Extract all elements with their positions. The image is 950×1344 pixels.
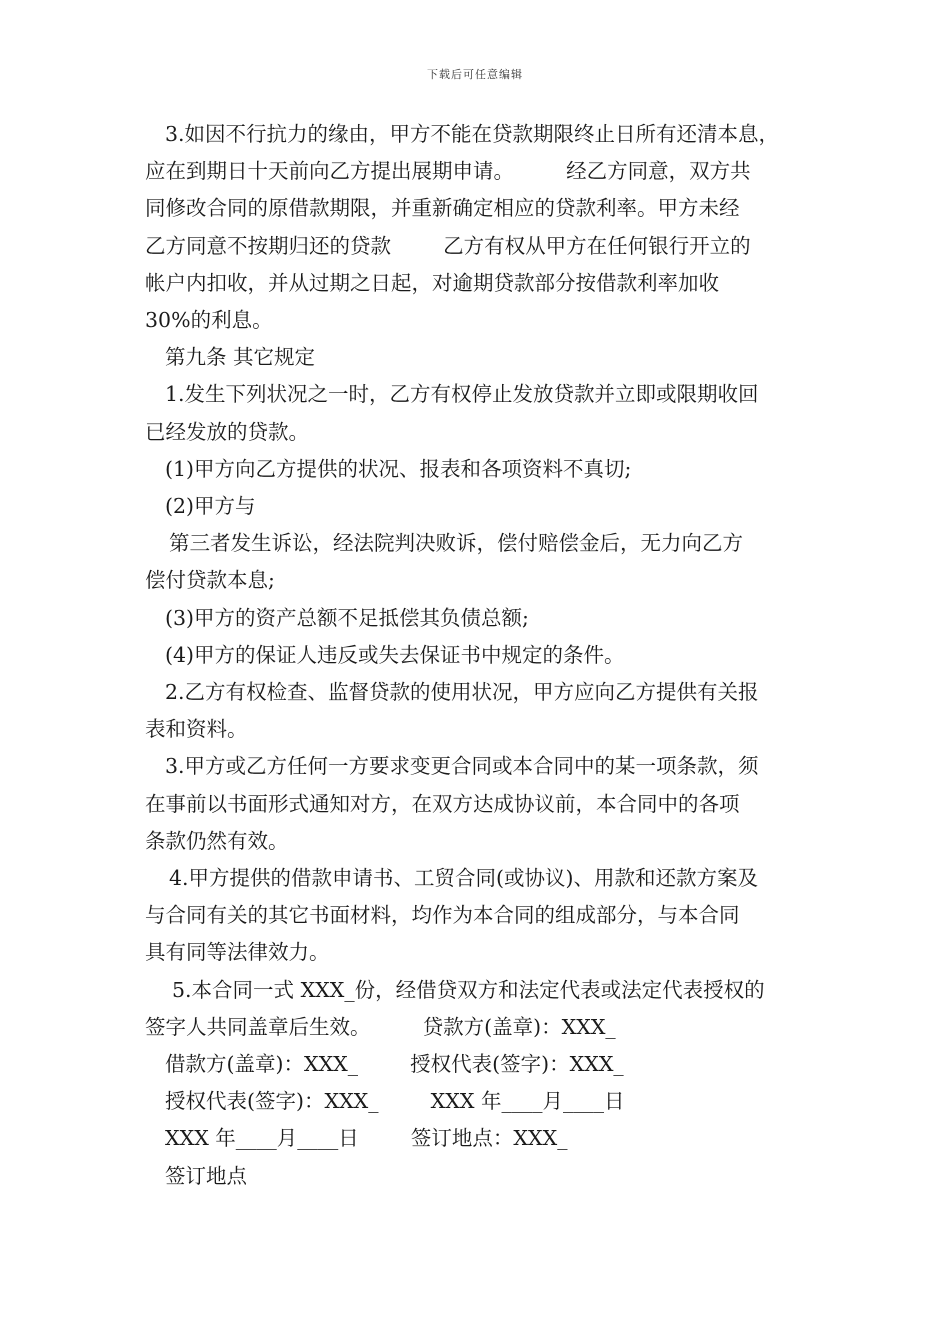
text-line: 5.本合同一式 XXX_份，经借贷双方和法定代表或法定代表授权的: [172, 977, 765, 1002]
text-line: 具有同等法律效力。: [145, 940, 330, 965]
text-line: (4)甲方的保证人违反或失去保证书中规定的条件。: [165, 642, 625, 667]
text-line: 偿付贷款本息;: [145, 568, 275, 593]
signature-line: 签订地点: [165, 1163, 247, 1188]
text-line: 已经发放的贷款。: [145, 419, 309, 444]
text-line: 同修改合同的原借款期限，并重新确定相应的贷款利率。甲方未经: [145, 196, 740, 221]
text-line: 30%的利息。: [145, 308, 273, 333]
text-line: 与合同有关的其它书面材料，均作为本合同的组成部分，与本合同: [145, 903, 740, 928]
text-line: 3.甲方或乙方任何一方要求变更合同或本合同中的某一项条款，须: [165, 754, 759, 779]
signature-line: 借款方(盖章)：XXX_ 授权代表(签字)：XXX_: [165, 1052, 624, 1077]
document-body: [145, 116, 815, 1195]
section-heading: 第九条 其它规定: [165, 345, 316, 370]
text-line: (1)甲方向乙方提供的状况、报表和各项资料不真切;: [165, 456, 632, 481]
signature-line: 授权代表(签字)：XXX_ XXX 年____月____日: [165, 1089, 625, 1114]
text-line: 签字人共同盖章后生效。 贷款方(盖章)：XXX_: [145, 1014, 616, 1039]
text-line: (3)甲方的资产总额不足抵偿其负债总额;: [165, 605, 529, 630]
text-line: (2)甲方与: [165, 494, 256, 519]
signature-line: XXX 年____月____日 签订地点：XXX_: [165, 1126, 568, 1151]
text-line: 乙方同意不按期归还的贷款 乙方有权从甲方在任何银行开立的: [145, 233, 751, 258]
text-line: 3.如因不行抗力的缘由，甲方不能在贷款期限终止日所有还清本息，: [165, 122, 780, 146]
text-line: 帐户内扣收，并从过期之日起，对逾期贷款部分按借款利率加收: [145, 270, 719, 295]
text-line: 条款仍然有效。: [145, 828, 289, 853]
text-line: 2.乙方有权检查、监督贷款的使用状况，甲方应向乙方提供有关报: [165, 680, 759, 705]
text-line: 1.发生下列状况之一时，乙方有权停止发放贷款并立即或限期收回: [165, 382, 759, 407]
text-line: 应在到期日十天前向乙方提出展期申请。 经乙方同意，双方共: [145, 159, 751, 184]
text-line: 4.甲方提供的借款申请书、工贸合同(或协议)、用款和还款方案及: [169, 866, 759, 891]
text-line: 第三者发生诉讼，经法院判决败诉，偿付赔偿金后，无力向乙方: [169, 531, 743, 556]
text-line: 表和资料。: [145, 717, 248, 742]
page-header: 下载后可任意编辑: [427, 68, 523, 81]
text-line: 在事前以书面形式通知对方，在双方达成协议前，本合同中的各项: [145, 791, 740, 816]
